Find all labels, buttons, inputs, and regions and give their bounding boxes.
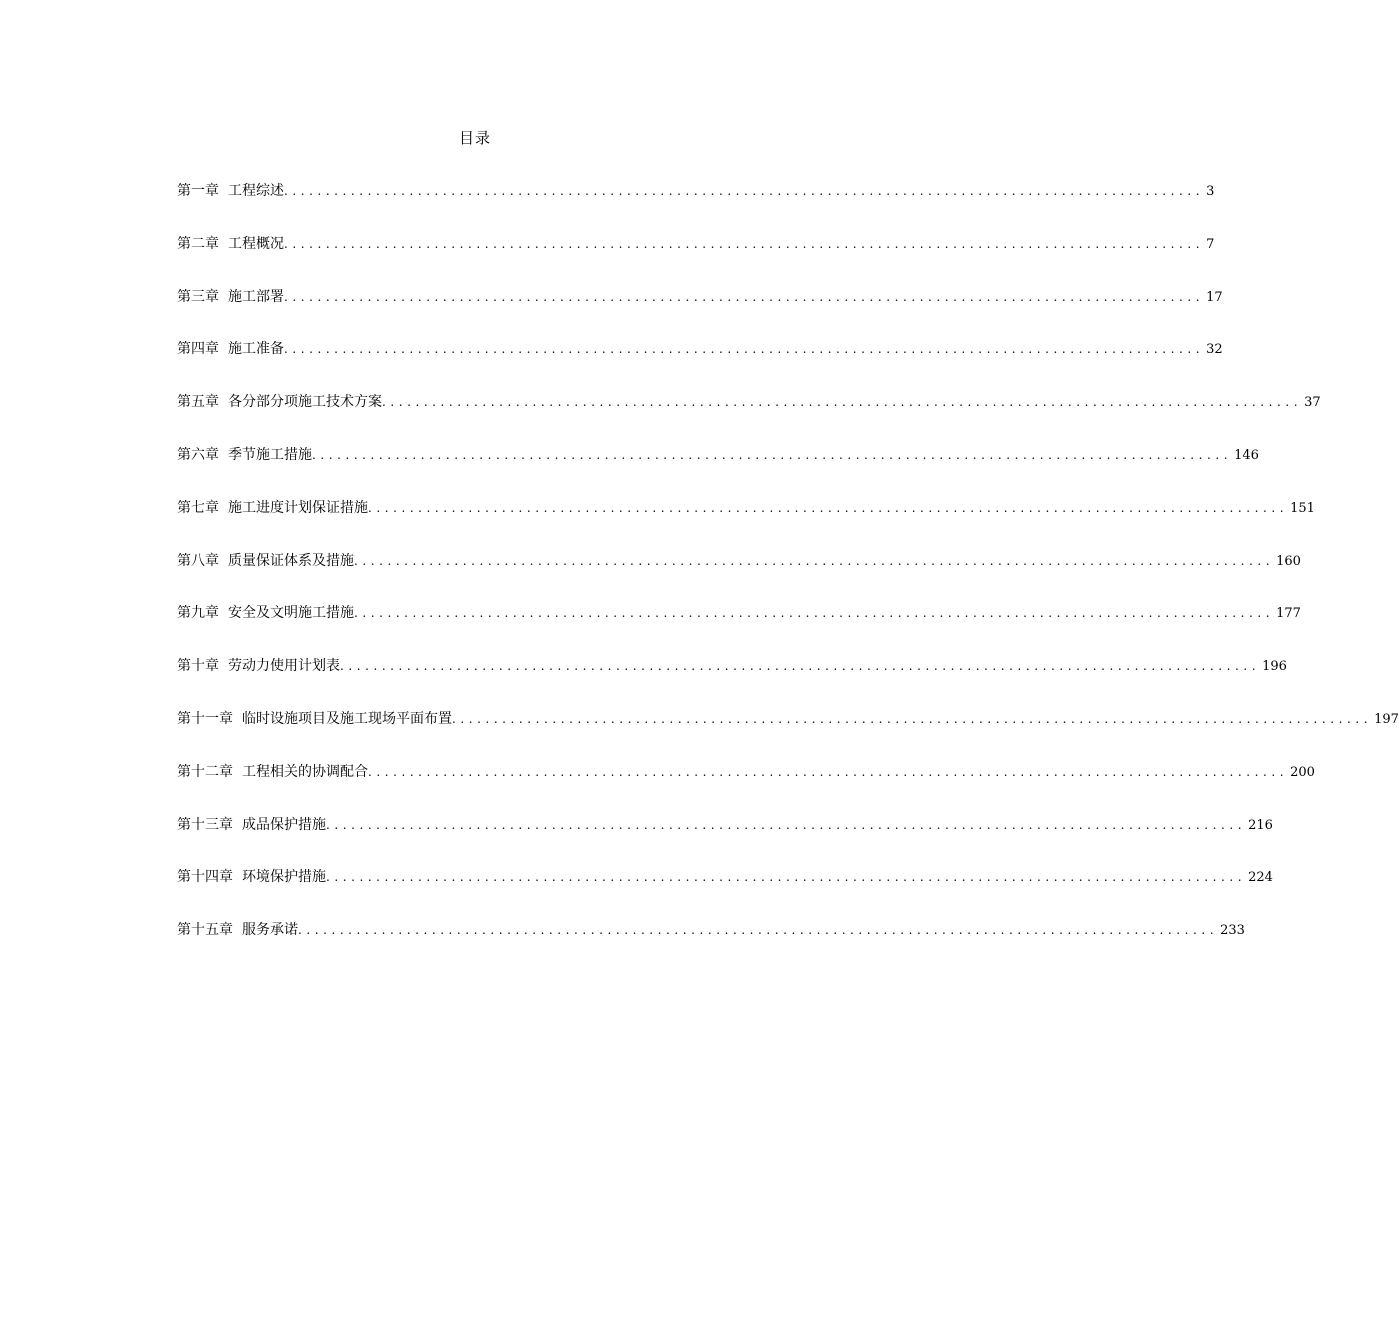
toc-entry[interactable] bbox=[177, 761, 1315, 814]
toc-chapter-title: 季节施工措施 bbox=[228, 446, 312, 463]
toc-entry[interactable] bbox=[177, 866, 1273, 919]
toc-chapter-title: 工程概况 bbox=[228, 235, 284, 252]
toc-entry[interactable] bbox=[177, 602, 1301, 655]
toc-chapter-title: 劳动力使用计划表 bbox=[228, 658, 340, 675]
toc-entry[interactable] bbox=[177, 814, 1273, 867]
toc-title: 目录 bbox=[458, 129, 491, 147]
toc-page-number: 17 bbox=[1206, 289, 1223, 305]
toc-chapter-title: 成品保护措施 bbox=[242, 816, 326, 833]
toc-page-number: 32 bbox=[1206, 342, 1223, 358]
toc-page-number: 224 bbox=[1248, 870, 1273, 886]
toc-chapter-title: 环境保护措施 bbox=[242, 869, 326, 886]
toc-dot-leader: .............................................................................................................. bbox=[340, 659, 1261, 674]
toc-dot-leader: .............................................................................................................. bbox=[368, 500, 1289, 515]
toc-entry[interactable] bbox=[177, 338, 1223, 391]
toc-entry[interactable] bbox=[177, 708, 1399, 761]
toc-page-number: 216 bbox=[1248, 817, 1273, 833]
toc-list bbox=[177, 180, 1399, 972]
toc-chapter-number: 第七章 bbox=[177, 499, 219, 516]
toc-dot-leader: .............................................................................................................. bbox=[284, 184, 1205, 198]
toc-dot-leader: .............................................................................................................. bbox=[284, 342, 1205, 357]
toc-dot-leader: .............................................................................................................. bbox=[312, 447, 1233, 462]
toc-chapter-number: 第十四章 bbox=[177, 869, 233, 886]
toc-page-number: 151 bbox=[1290, 500, 1315, 516]
toc-chapter-number: 第一章 bbox=[177, 183, 219, 199]
toc-dot-leader: .............................................................................................................. bbox=[298, 923, 1219, 938]
toc-entry[interactable] bbox=[177, 391, 1321, 444]
toc-chapter-title: 服务承诺 bbox=[242, 922, 298, 939]
toc-chapter-number: 第二章 bbox=[177, 235, 219, 252]
toc-chapter-title: 工程综述 bbox=[228, 183, 284, 199]
toc-entry[interactable] bbox=[177, 286, 1223, 339]
toc-page-number: 233 bbox=[1220, 923, 1245, 939]
toc-chapter-number: 第十章 bbox=[177, 658, 219, 675]
toc-page-number: 177 bbox=[1276, 606, 1301, 622]
toc-dot-leader: .............................................................................................................. bbox=[284, 236, 1205, 251]
toc-dot-leader: .............................................................................................................. bbox=[452, 711, 1373, 726]
toc-dot-leader: .............................................................................................................. bbox=[382, 395, 1303, 410]
toc-entry[interactable] bbox=[177, 550, 1301, 603]
toc-entry[interactable] bbox=[177, 655, 1287, 708]
toc-chapter-title: 施工部署 bbox=[228, 288, 284, 305]
toc-chapter-number: 第九章 bbox=[177, 605, 219, 622]
toc-page-number: 200 bbox=[1290, 764, 1315, 780]
toc-chapter-number: 第十五章 bbox=[177, 922, 233, 939]
toc-dot-leader: .............................................................................................................. bbox=[368, 764, 1289, 779]
toc-chapter-number: 第三章 bbox=[177, 288, 219, 305]
toc-dot-leader: .............................................................................................................. bbox=[354, 553, 1275, 568]
toc-chapter-title: 各分部分项施工技术方案 bbox=[228, 394, 382, 411]
toc-chapter-title: 施工进度计划保证措施 bbox=[228, 499, 368, 516]
toc-entry[interactable] bbox=[177, 497, 1315, 550]
toc-page-number: 3 bbox=[1206, 184, 1215, 199]
toc-chapter-number: 第六章 bbox=[177, 446, 219, 463]
toc-page-number: 7 bbox=[1206, 236, 1215, 252]
toc-dot-leader: .............................................................................................................. bbox=[326, 870, 1247, 885]
toc-page-number: 196 bbox=[1262, 659, 1287, 675]
toc-page-number: 146 bbox=[1234, 447, 1259, 463]
toc-chapter-title: 临时设施项目及施工现场平面布置 bbox=[242, 710, 452, 727]
toc-entry[interactable] bbox=[177, 180, 1215, 233]
toc-entry[interactable] bbox=[177, 919, 1245, 972]
toc-dot-leader: .............................................................................................................. bbox=[284, 289, 1205, 304]
toc-chapter-title: 施工准备 bbox=[228, 341, 284, 358]
toc-chapter-number: 第八章 bbox=[177, 552, 219, 569]
toc-chapter-number: 第五章 bbox=[177, 394, 219, 411]
toc-chapter-title: 质量保证体系及措施 bbox=[228, 552, 354, 569]
toc-entry[interactable] bbox=[177, 233, 1215, 286]
toc-page-number: 37 bbox=[1304, 395, 1321, 411]
toc-chapter-title: 工程相关的协调配合 bbox=[242, 763, 368, 780]
toc-page-number: 160 bbox=[1276, 553, 1301, 569]
toc-page-number: 197 bbox=[1374, 711, 1399, 727]
toc-entry[interactable] bbox=[177, 444, 1259, 497]
toc-chapter-number: 第十一章 bbox=[177, 710, 233, 727]
toc-chapter-number: 第十三章 bbox=[177, 816, 233, 833]
toc-dot-leader: .............................................................................................................. bbox=[354, 606, 1275, 621]
toc-chapter-title: 安全及文明施工措施 bbox=[228, 605, 354, 622]
toc-chapter-number: 第十二章 bbox=[177, 763, 233, 780]
toc-chapter-number: 第四章 bbox=[177, 341, 219, 358]
toc-dot-leader: .............................................................................................................. bbox=[326, 817, 1247, 832]
